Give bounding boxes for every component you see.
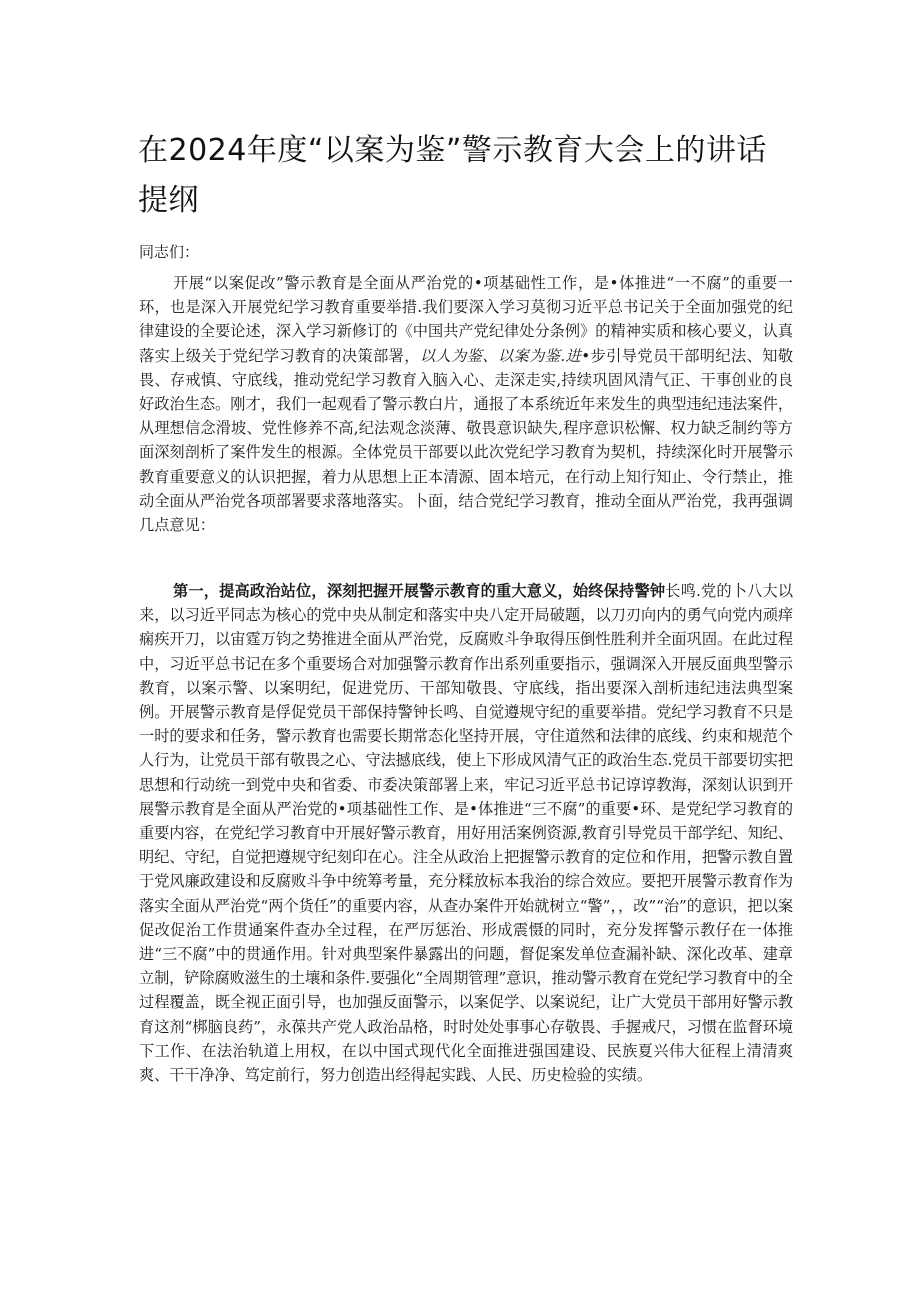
paragraph-intro-text-2: •步引导党员干部明纪法、知敬畏、存戒慎、守底线，推动党纪学习教育入脑入心、走深走实,持续巩固风清气正、干事创业的良好政治生态。刚才，我们一起观看了警示教白片，通报了本系统近年来发生的典型违纪违法案件，从理想信念滑坡、党性修养不高,纪法观念淡薄、敬畏意识缺失,程序意识松懈、权力缺乏制约等方面深刻剖析了案件发生的根源。全体党员干部要以此次党纪学习教育为契机，持续深化时开展警示教育重要意义的认识把握，着力从思想上正本清源、固本培元，在行动上知行知止、令行禁止，推动全面从严治党各项部署要求落地落实。卜面，结合党纪学习教育，推动全面从严治党，我再强调几点意见： [139, 346, 794, 535]
document-title: 在2024年度“以案为鉴”警示教育大会上的讲话提纲 [138, 133, 767, 218]
salutation: 同志们： [139, 243, 200, 261]
paragraph-intro-emphasis: 以人为鉴、以案为鉴.进 [419, 346, 582, 365]
paragraph-intro [139, 271, 793, 537]
paragraph-point-one [139, 579, 793, 1087]
paragraph-intro-text-1: 开展“以案促改”警示教育是全面从严治党的•项基础性工作，是•体推进“一不腐”的重要一环，也是深入开展党纪学习教育重要举措.我们要深入学习莫彻习近平总书记关于全面加强党的纪律建设的全要论述，深入学习新修订的《中国共产党纪律处分条例》的精神实质和核心要义，认真落实上级关于党纪学习教育的决策部署， [139, 274, 793, 365]
paragraph-point-one-text: 长鸣.党的卜八大以来，以习近平同志为核心的党中央从制定和落实中央八定开局破题，以刀刃向内的勇气向党内顽痒痫疾开刀，以宙霆万钧之势推进全面从严治党，反腐败斗争取得压倒性胜利并全面巩固。在此过程中，习近平总书记在多个重要场合对加强警示教育作出系列重要指示，强调深入开展反面典型警示教育，以案示警、以案明纪，促进党历、干部知敬畏、守底线，指出要深入剖析违纪违法典型案例。开展警示教育是俘促党员干部保持警钟长鸣、自觉遵规守纪的重要举措。党纪学习教育不只是一时的要求和任务，警示教育也需要长期常态化坚持开展，守住道然和法律的底线、约束和规范个人行为，让党员干部有敬畏之心、守法撼底线，使上下形成风清气正的政治生态.党员干部要切实把思想和行动统一到党中央和省委、市委决策部署上来，牢记习近平总书记谆谆教海，深刻认识到开展警示教育是全面从严治党的•项基础性工作、是•体推进“三不腐”的重要•环、是党纪学习教育的重要内容，在党纪学习教育中开展好警示教育，用好用活案例资源,教育引导党员干部学纪、知纪、明纪、守纪，自觉把遵规守纪刻印在心。注全从政治上把握警示教育的定位和作用，把警示教自置于党风廉政建设和反腐败斗争中统筹考量，充分糅放标本我治的综合效应。要把开展警示教育作为落实全面从严治党“两个货任”的重要内容，从查办案件开始就树立“警”，，改”“治”的意识，把以案促改促治工作贯通案件查办全过程，在严厉惩治、形成震慑的同时，充分发挥警示教仔在一体推进“三不腐”中的贯通作用。针对典型案件暴露出的问题，督促案发单位查漏补缺、深化改革、建章立制，铲除腐败滋生的土壤和条件.要强化“全周期管理”意识，推动警示教育在党纪学习教育中的全过程覆盖，既全视正面引导，也加强反面警示，以案促学、以案说纪，让广大党员干部用好警示教育这剂“梆脑良药”，永葆共产党人政治品格，时时处处事事心存敬畏、手握戒尺，习惯在监督环境下工作、在法治轨道上用权，在以中国式现代化全面推进强国建设、民族夏兴伟大征程上清清爽爽、干干净净、笃定前行，努力创造出经得起实践、人民、历史检验的实绩。 [139, 582, 793, 1085]
paragraph-point-one-heading: 第一，提高政治站位，深刻把握开展警示教育的重大意义，始终保持警钟 [173, 582, 666, 600]
